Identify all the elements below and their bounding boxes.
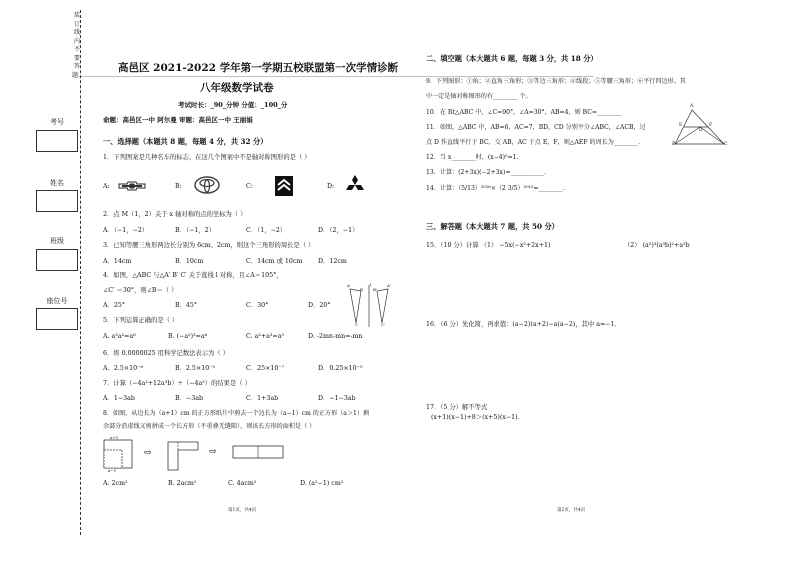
seat-box[interactable]	[36, 308, 78, 330]
q6-opt-d: D．0.25×10⁻⁵	[318, 365, 363, 372]
q11-label-f: F	[709, 123, 713, 128]
q6-opt-a: A．2.5×10⁻⁶	[103, 365, 143, 372]
q7-opt-c: C．1+3ab	[246, 395, 279, 402]
exam-title: 高邑区 2021-2022 学年第一学期五校联盟第一次学情诊断	[118, 62, 399, 74]
q3-text: 3．已知等腰三角形两边长分别为 6cm、2cm，则这个三角形的周长是（ ）	[103, 242, 315, 249]
q2-opt-d: D．（2，−1）	[318, 227, 359, 234]
q6-opt-b: B．2.5×10⁻⁵	[175, 365, 216, 372]
q15-text: 15．（10 分）计算 （1） −5x(−x²+2x+1)	[426, 242, 551, 249]
q3-opt-c: C．14cm 或 10cm	[246, 258, 303, 265]
q8-opt-a: A. 2cm²	[103, 480, 128, 487]
q1-opt-d: D:	[327, 183, 335, 190]
q15-part2: （2） (a²)³(a³b)²+a²b	[624, 242, 690, 249]
q14-text: 14．计算：（5/13）²⁰¹⁶×（2 3/5）²⁰¹⁵=________.	[426, 185, 565, 192]
binding-line-text: 装订线内不要答题……………………………………………………………………………………………………………………………………………………………………………………………………………………………………	[72, 12, 595, 79]
label-name: 姓名	[50, 179, 64, 187]
mitsubishi-logo-icon	[345, 174, 365, 194]
q1-text: 1．下列图案是几种名车的标志，在这几个图案中不是轴对称图形的是（ ）	[103, 154, 311, 161]
q8-opt-b: B. 2acm²	[168, 480, 197, 487]
q11-label-c: C	[724, 142, 728, 147]
q2-opt-a: A．（−1，−2）	[103, 227, 149, 234]
q11-label-e: E	[679, 123, 683, 128]
q7-opt-d: D．−1−3ab	[318, 395, 356, 402]
q8-label-top: a+1	[110, 435, 119, 440]
q6-text: 6．将 0.0000025 用科学记数法表示为（ ）	[103, 350, 229, 357]
time-score: 考试时长：_90_分钟 分值：_100_分	[178, 101, 288, 109]
q4-text-a: 4．如图，△ABC 与△A′ B′ C′ 关于直线 l 对称，且∠A＝105°，	[103, 272, 283, 279]
q11-triangle-figure	[672, 106, 730, 148]
q4-label-c: C	[355, 322, 359, 327]
q11-text-a: 11．如图，△ABC 中，AB=6，AC=7，BD，CD 分别平分∠ABC，∠ACB，过	[426, 124, 646, 131]
q7-opt-a: A．1−3ab	[103, 395, 135, 402]
binding-line	[80, 10, 86, 535]
q2-opt-b: B．（−1，2）	[175, 227, 215, 234]
q5-opt-d: D. -2mn-mn=-mn	[308, 333, 363, 340]
q17-text-b: (x+1)(x−1)+8＞(x+5)(x−1).	[431, 414, 520, 421]
q9-text-a: 9．下列图形：①角；②直角三角形；③等边三角形；④线段；⑤等腰三角形；⑥平行四边形。其	[426, 78, 686, 85]
q2-text: 2．点 M（1，2）关于 x 轴对称的点的坐标为（ ）	[103, 211, 247, 218]
q8-arrow-1: ⇨	[144, 448, 152, 458]
q3-opt-a: A．14cm	[103, 258, 132, 265]
q4-opt-d: D．20°	[308, 302, 331, 309]
class-box[interactable]	[36, 249, 78, 271]
q4-symmetry-figure	[344, 283, 392, 329]
q4-label-c2: C'	[381, 322, 386, 327]
q6-opt-c: C．25×10⁻⁷	[246, 365, 285, 372]
chevrolet-logo-icon	[118, 180, 146, 192]
citroen-logo-icon	[275, 176, 293, 196]
q1-opt-a: A:	[103, 183, 110, 190]
q5-opt-b: B. (−a²)³=a⁶	[168, 333, 208, 340]
q1-opt-b: B:	[175, 183, 182, 190]
q8-text-b: 余部分沿虚线又剪拼成一个长方形（不重叠无缝隙），则该长方形的面积是（ ）	[103, 423, 316, 430]
label-class: 班级	[50, 237, 64, 245]
q8-text-a: 8．如图，从边长为（a+1）cm 的正方形纸片中剪去一个边长为（a−1）cm 的正方形（a＞1）剩	[103, 410, 370, 417]
q3-opt-d: D．12cm	[318, 258, 347, 265]
q4-label-b2: B'	[373, 287, 378, 292]
q8-opt-c: C. 4acm²	[228, 480, 257, 487]
q4-label-a: A	[347, 283, 350, 288]
section1-heading: 一、选择题（本题共 8 题，每题 4 分，共 32 分）	[103, 137, 268, 146]
q17-text-a: 17．（5 分）解不等式	[426, 404, 488, 411]
q11-label-a: A	[690, 104, 694, 109]
q10-text: 10．在 Rt△ABC 中，∠C=90°，∠A=30°，AB=4，则 BC=________	[426, 109, 622, 116]
q7-opt-b: B．−3ab	[175, 395, 203, 402]
toyota-logo-icon	[194, 176, 220, 194]
q2-opt-c: C．（1，−2）	[246, 227, 287, 234]
name-box[interactable]	[36, 190, 78, 212]
q5-text: 5．下列运算正确的是（ ）	[103, 317, 179, 324]
q1-opt-c: C:	[246, 183, 253, 190]
q4-opt-c: C．30°	[246, 302, 269, 309]
q8-label-inner: a−1	[108, 468, 117, 473]
q4-text-b: ∠C′ ＝30°，则∠B＝（ ）	[103, 287, 178, 294]
q4-label-l: l	[370, 282, 372, 287]
q5-opt-c: C. a²+a³=a⁵	[246, 333, 284, 340]
section2-heading: 二、填空题（本大题共 6 题，每题 3 分，共 18 分）	[426, 54, 598, 63]
exam-subtitle: 八年级数学试卷	[200, 82, 274, 94]
label-exam-no: 考号	[50, 118, 64, 126]
q4-label-a2: A'	[387, 283, 391, 288]
q8-cut-figure	[103, 436, 353, 472]
q11-label-b: B	[672, 142, 676, 147]
q3-opt-b: B．10cm	[175, 258, 204, 265]
page-footer-2: 第2页，共4页	[557, 508, 586, 513]
q4-opt-b: B．45°	[175, 302, 198, 309]
q7-text: 7．计算（−4a²+12a³b）÷（−4a²）的结果是（ ）	[103, 380, 251, 387]
q16-text: 16．（6 分）先化简，再求值：(a−2)(a+2)−a(a−2)，其中 a=−1．	[426, 321, 621, 328]
author-line: 命题：高邑区一中 阿尔曼 审题：高邑区一中 王丽娟	[103, 116, 253, 124]
q12-text: 12．当 x________时，(x−4)⁰=1.	[426, 154, 519, 161]
q9-text-b: 中一定是轴对称图形的有________ 个。	[426, 93, 532, 100]
q8-opt-d: D. (a²−1) cm²	[300, 480, 344, 487]
q11-text-b: 点 D 作直线平行于 BC，交 AB，AC 于点 E，F，则△AEF 的周长为________．	[426, 139, 645, 146]
q11-label-d: D	[699, 128, 703, 133]
section3-heading: 三、解答题（本大题共 7 题，共 50 分）	[426, 222, 559, 231]
exam-no-box[interactable]	[36, 130, 78, 152]
q4-label-b: B	[360, 287, 363, 292]
page-footer-1: 第1页，共4页	[228, 508, 257, 513]
label-seat: 座位号	[46, 297, 68, 305]
q13-text: 13．计算：(2+3x)(−2+3x)=___________.	[426, 169, 546, 176]
q5-opt-a: A. a³a²=a⁶	[103, 333, 136, 340]
q4-opt-a: A．25°	[103, 302, 126, 309]
q8-arrow-2: ⇨	[209, 447, 217, 457]
